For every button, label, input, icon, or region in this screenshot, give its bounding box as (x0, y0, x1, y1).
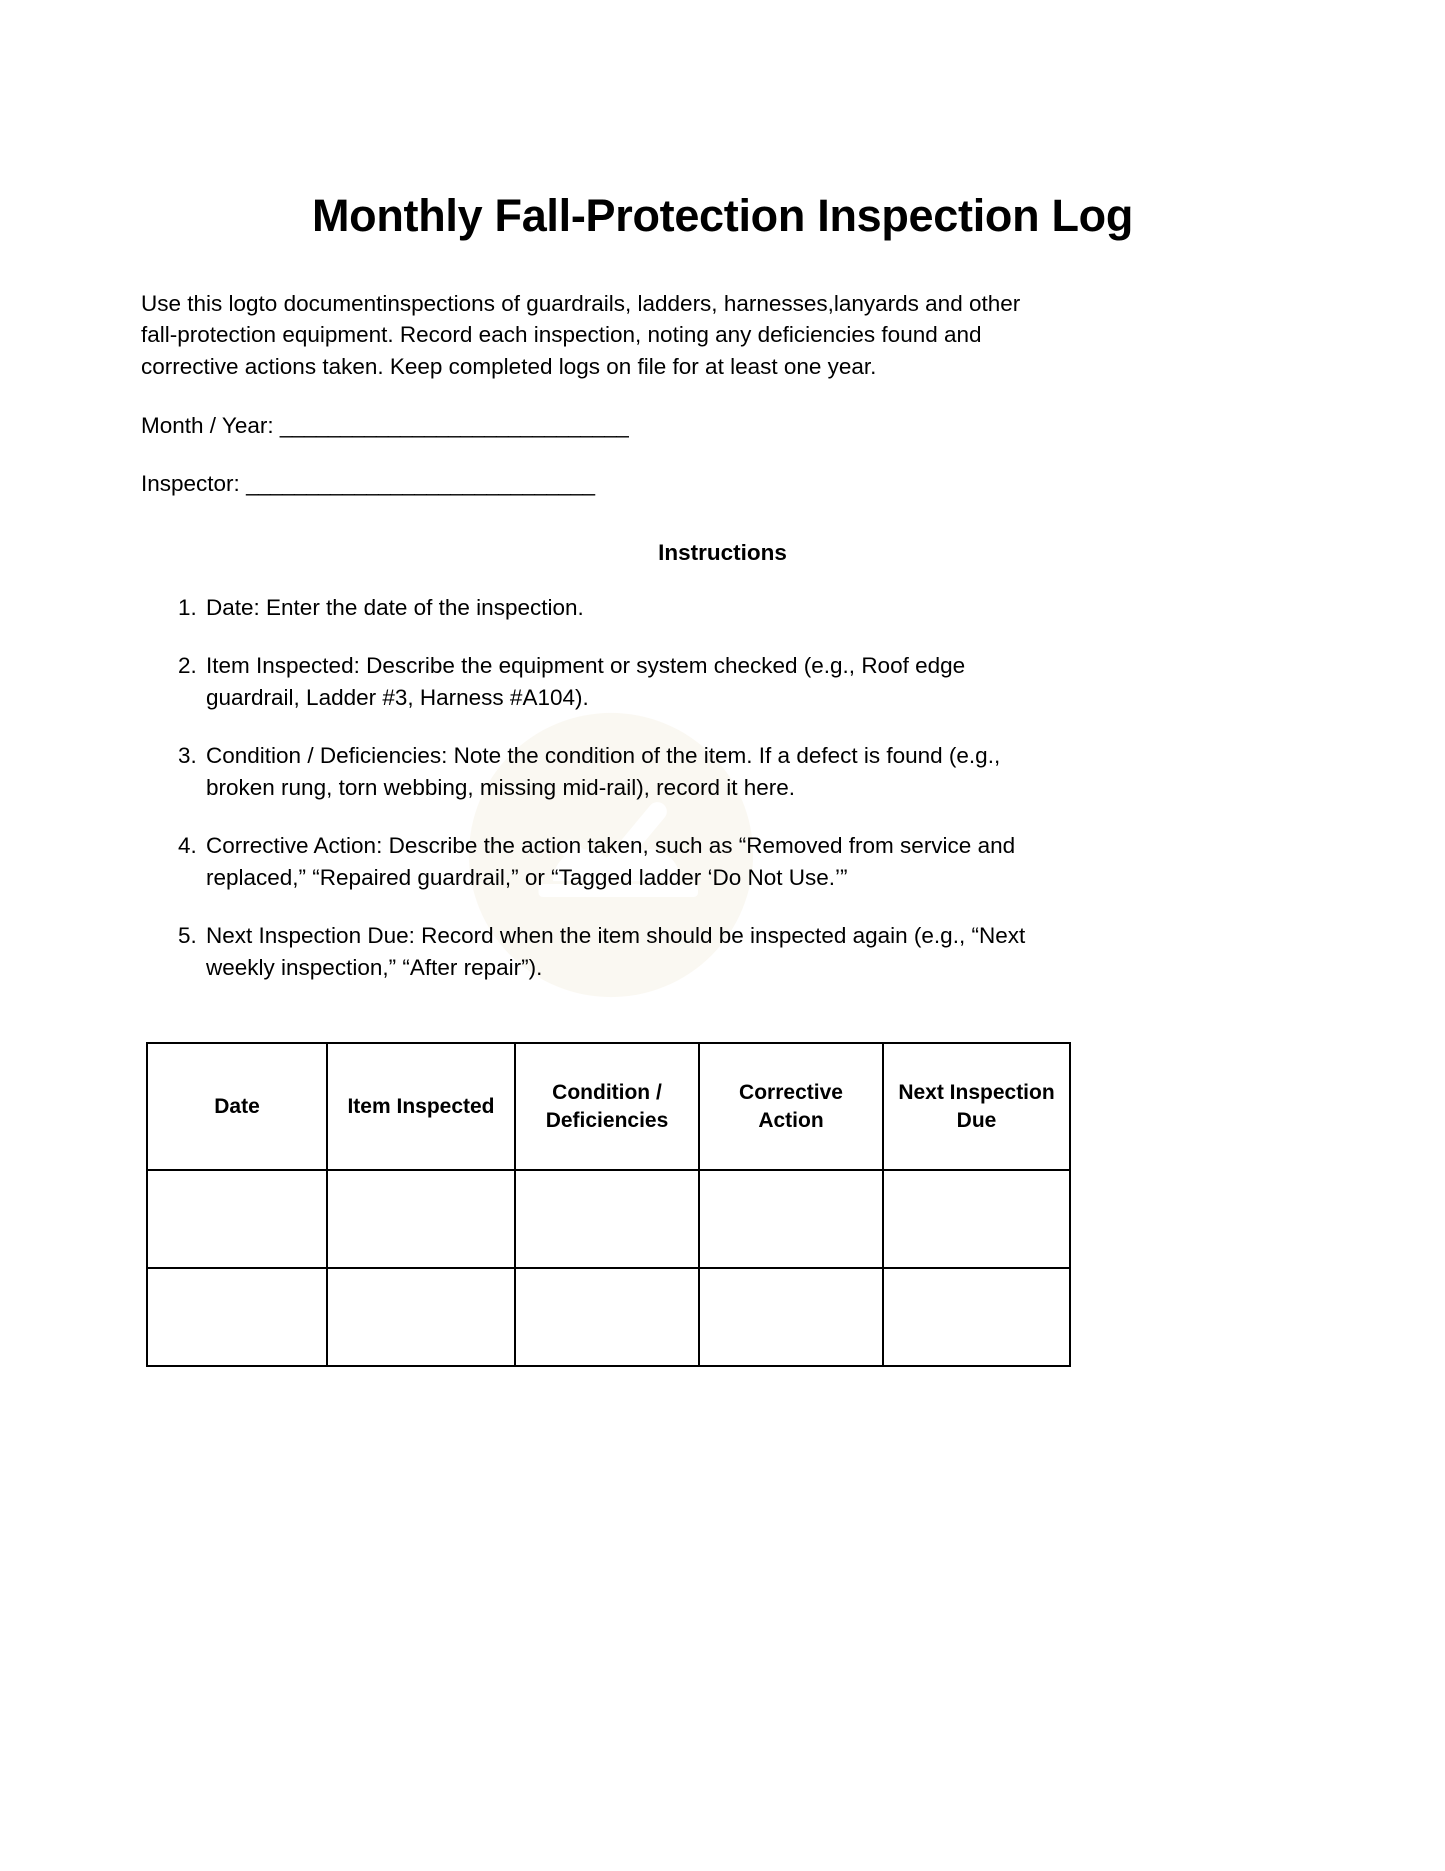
cell-date[interactable] (147, 1170, 327, 1268)
instruction-number-4: 4. (178, 833, 197, 859)
table-header-row (147, 1043, 1070, 1170)
table-header-corrective-action: Corrective Action (699, 1043, 883, 1170)
field-month-year-label: Month / Year: (141, 412, 274, 438)
cell-item-inspected[interactable] (327, 1170, 515, 1268)
table-header-condition-deficiencies: Condition / Deficiencies (515, 1043, 699, 1170)
cell-next-inspection-due[interactable] (883, 1268, 1070, 1366)
instruction-text-3: Condition / Deficiencies: Note the condition of the item. If a defect is found (e.g., broken rung, torn webbing, missing mid-rail), record it here. (206, 743, 1001, 800)
instruction-text-5: Next Inspection Due: Record when the item should be inspected again (e.g., “Next weekly inspection,” “After repair”). (206, 923, 1026, 980)
table-body (147, 1170, 1070, 1366)
field-month-year-rule[interactable]: _____________________________ (279, 412, 629, 438)
cell-corrective-action[interactable] (699, 1268, 883, 1366)
instructions-heading: Instructions (658, 539, 787, 565)
cell-condition-deficiencies[interactable] (515, 1268, 699, 1366)
instruction-text-1: Date: Enter the date of the inspection. (206, 594, 584, 620)
field-inspector (141, 441, 1445, 500)
instructions-list (178, 566, 1048, 1011)
field-inspector-label: Inspector: (141, 471, 240, 497)
intro-paragraph: Use this logto documentinspections of guardrails, ladders, harnesses,lanyards and other fall-protection equipment. Record each inspection, noting any deficiencies found and corrective actions taken. Keep completed logs on file for at least one year. (141, 290, 1021, 380)
instruction-text-2: Item Inspected: Describe the equipment or system checked (e.g., Roof edge guardrail, Ladder #3, Harness #A104). (206, 653, 966, 710)
table-header-next-inspection-due: Next Inspection Due (883, 1043, 1070, 1170)
instruction-item-5 (178, 920, 1048, 1010)
instruction-item-3 (178, 740, 1048, 830)
cell-date[interactable] (147, 1268, 327, 1366)
table-row (147, 1170, 1070, 1268)
instruction-text-4: Corrective Action: Describe the action taken, such as “Removed from service and replaced,” “Repaired guardrail,” or “Tagged ladder ‘Do Not Use.’” (206, 833, 1016, 890)
instruction-number-3: 3. (178, 743, 197, 769)
field-month-year (141, 383, 1445, 442)
instruction-number-5: 5. (178, 923, 197, 949)
inspection-log-table (146, 1042, 1071, 1367)
table-header-item-inspected: Item Inspected (327, 1043, 515, 1170)
cell-condition-deficiencies[interactable] (515, 1170, 699, 1268)
field-inspector-rule[interactable]: _____________________________ (246, 471, 595, 497)
page-title: Monthly Fall-Protection Inspection Log (311, 190, 1134, 241)
table-header (147, 1043, 1070, 1170)
cell-corrective-action[interactable] (699, 1170, 883, 1268)
instruction-item-1 (178, 592, 1048, 651)
table-row (147, 1268, 1070, 1366)
instruction-number-2: 2. (178, 653, 197, 679)
instruction-item-4 (178, 830, 1048, 920)
table-header-date: Date (147, 1043, 327, 1170)
cell-item-inspected[interactable] (327, 1268, 515, 1366)
instruction-item-2 (178, 650, 1048, 740)
cell-next-inspection-due[interactable] (883, 1170, 1070, 1268)
instruction-number-1: 1. (178, 594, 197, 620)
